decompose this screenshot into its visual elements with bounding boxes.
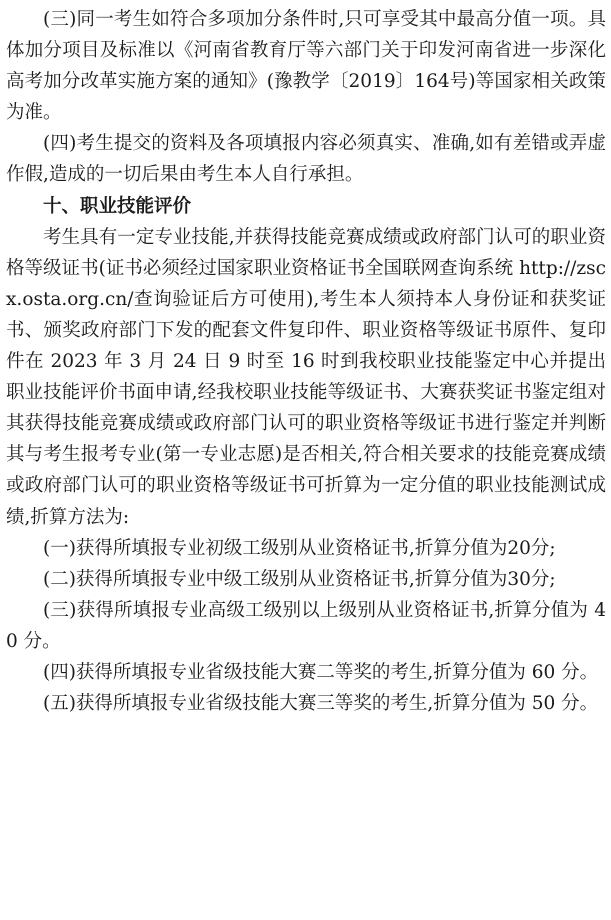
list-item-third-prize: (五)获得所填报专业省级技能大赛三等奖的考生,折算分值为 50 分。 (43, 693, 599, 715)
list-item-junior: (一)获得所填报专业初级工级别从业资格证书,折算分值为20分; (43, 537, 556, 559)
paragraph-authenticity: (四)考生提交的资料及各项填报内容必须真实、准确,如有差错或弄虚作假,造成的一切后果由考生本人自行承担。 (6, 133, 606, 186)
list-item-second-prize: (四)获得所填报专业省级技能大赛二等奖的考生,折算分值为 60 分。 (43, 661, 599, 683)
list-item-senior: (三)获得所填报专业高级工级别以上级别从业资格证书,折算分值为 40 分。 (6, 599, 606, 652)
section-heading: 十、职业技能评价 (43, 195, 192, 217)
paragraph-bonus-highest: (三)同一考生如符合多项加分条件时,只可享受其中最高分值一项。具体加分项目及标准以《河南省教育厅等六部门关于印发河南省进一步深化高考加分改革实施方案的通知》(豫教学〔2019〕164号)等国家相关政策为准。 (6, 9, 606, 124)
document-body (6, 4, 606, 719)
list-item-intermediate: (二)获得所填报专业中级工级别从业资格证书,折算分值为30分; (43, 568, 556, 590)
paragraph-skill-evaluation: 考生具有一定专业技能,并获得技能竞赛成绩或政府部门认可的职业资格等级证书(证书必须经过国家职业资格证书全国联网查询系统 http://zscx.osta.org.cn/查询验证后方可使用),考生本人须持本人身份证和获奖证书、颁奖政府部门下发的配套文件复印件、职业资格等级证书原件、复印件在 2023 年 3 月 24 日 9 时至 16 时到我校职业技能鉴定中心并提出职业技能评价书面申请,经我校职业技能等级证书、大赛获奖证书鉴定组对其获得技能竞赛成绩或政府部门认可的职业资格等级证书进行鉴定并判断其与考生报考专业(第一专业志愿)是否相关,符合相关要求的技能竞赛成绩或政府部门认可的职业资格等级证书可折算为一定分值的职业技能测试成绩,折算方法为: (6, 226, 606, 528)
